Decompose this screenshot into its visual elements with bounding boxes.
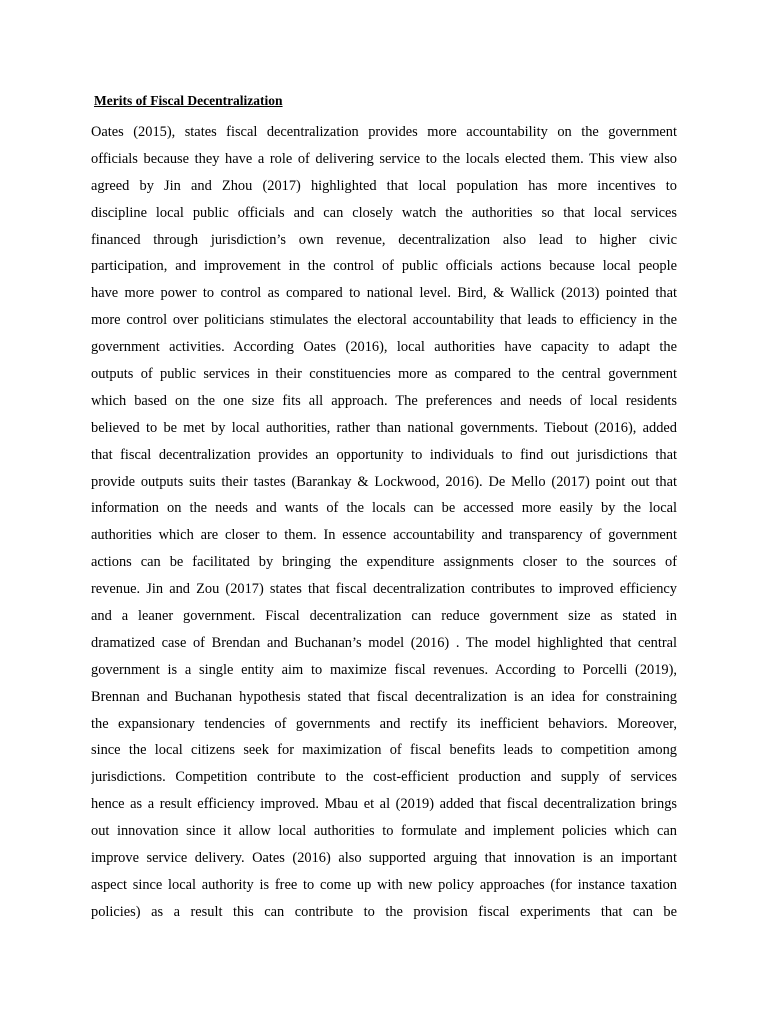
paragraph-line: aspect since local authority is free to come up with new policy approaches (for instance taxation (91, 876, 677, 893)
paragraph-line: agreed by Jin and Zhou (2017) highlighted that local population has more incentives to (91, 177, 677, 194)
paragraph-line: out innovation since it allow local authorities to formulate and implement policies which can (91, 823, 677, 840)
paragraph-line: outputs of public services in their constituencies more as compared to the central government (91, 366, 677, 383)
paragraph-line: Brennan and Buchanan hypothesis stated that fiscal decentralization is an idea for constraining (91, 688, 677, 705)
paragraph-line: since the local citizens seek for maximization of fiscal benefits leads to competition among (91, 742, 677, 759)
paragraph-line: discipline local public officials and can closely watch the authorities so that local services (91, 204, 677, 221)
paragraph-line: believed to be met by local authorities, rather than national governments. Tiebout (2016), added (91, 419, 677, 436)
paragraph-line: that fiscal decentralization provides an opportunity to individuals to find out jurisdictions that (91, 446, 677, 463)
paragraph-line: policies) as a result this can contribute to the provision fiscal experiments that can be (91, 903, 677, 920)
paragraph-line: provide outputs suits their tastes (Barankay & Lockwood, 2016). De Mello (2017) point out that (91, 473, 677, 490)
paragraph-line: financed through jurisdiction’s own revenue, decentralization also lead to higher civic (91, 231, 677, 248)
paragraph-line: which based on the one size fits all approach. The preferences and needs of local residents (91, 392, 677, 409)
section-heading: Merits of Fiscal Decentralization (94, 93, 283, 108)
paragraph-line: dramatized case of Brendan and Buchanan’s model (2016) . The model highlighted that central (91, 634, 677, 651)
paragraph-line: actions can be facilitated by bringing the expenditure assignments closer to the sources of (91, 554, 677, 571)
paragraph-line: government is a single entity aim to maximize fiscal revenues. According to Porcelli (2019), (91, 661, 677, 678)
paragraph-line: Oates (2015), states fiscal decentralization provides more accountability on the government (91, 124, 677, 140)
paragraph-line: revenue. Jin and Zou (2017) states that fiscal decentralization contributes to improved efficiency (91, 581, 677, 598)
paragraph-line: and a leaner government. Fiscal decentralization can reduce government size as stated in (91, 608, 677, 625)
paragraph-line: information on the needs and wants of the locals can be accessed more easily by the local (91, 500, 677, 517)
paragraph-line: more control over politicians stimulates the electoral accountability that leads to efficiency in the (91, 312, 677, 329)
paragraph-line: improve service delivery. Oates (2016) also supported arguing that innovation is an important (91, 850, 677, 867)
paragraph-line: have more power to control as compared to national level. Bird, & Wallick (2013) pointed that (91, 285, 677, 302)
paragraph-line: authorities which are closer to them. In essence accountability and transparency of government (91, 527, 677, 544)
paragraph-line: jurisdictions. Competition contribute to the cost-efficient production and supply of services (91, 769, 677, 786)
paragraph-line: hence as a result efficiency improved. Mbau et al (2019) added that fiscal decentralization brings (91, 796, 677, 813)
paragraph-line: officials because they have a role of delivering service to the locals elected them. This view also (91, 150, 677, 167)
paragraph-line: government activities. According Oates (2016), local authorities have capacity to adapt the (91, 339, 677, 356)
paragraph-line: the expansionary tendencies of governments and rectify its inefficient behaviors. Moreover, (91, 715, 677, 732)
body-paragraph (91, 119, 677, 926)
paragraph-line: participation, and improvement in the control of public officials actions because local people (91, 258, 677, 275)
